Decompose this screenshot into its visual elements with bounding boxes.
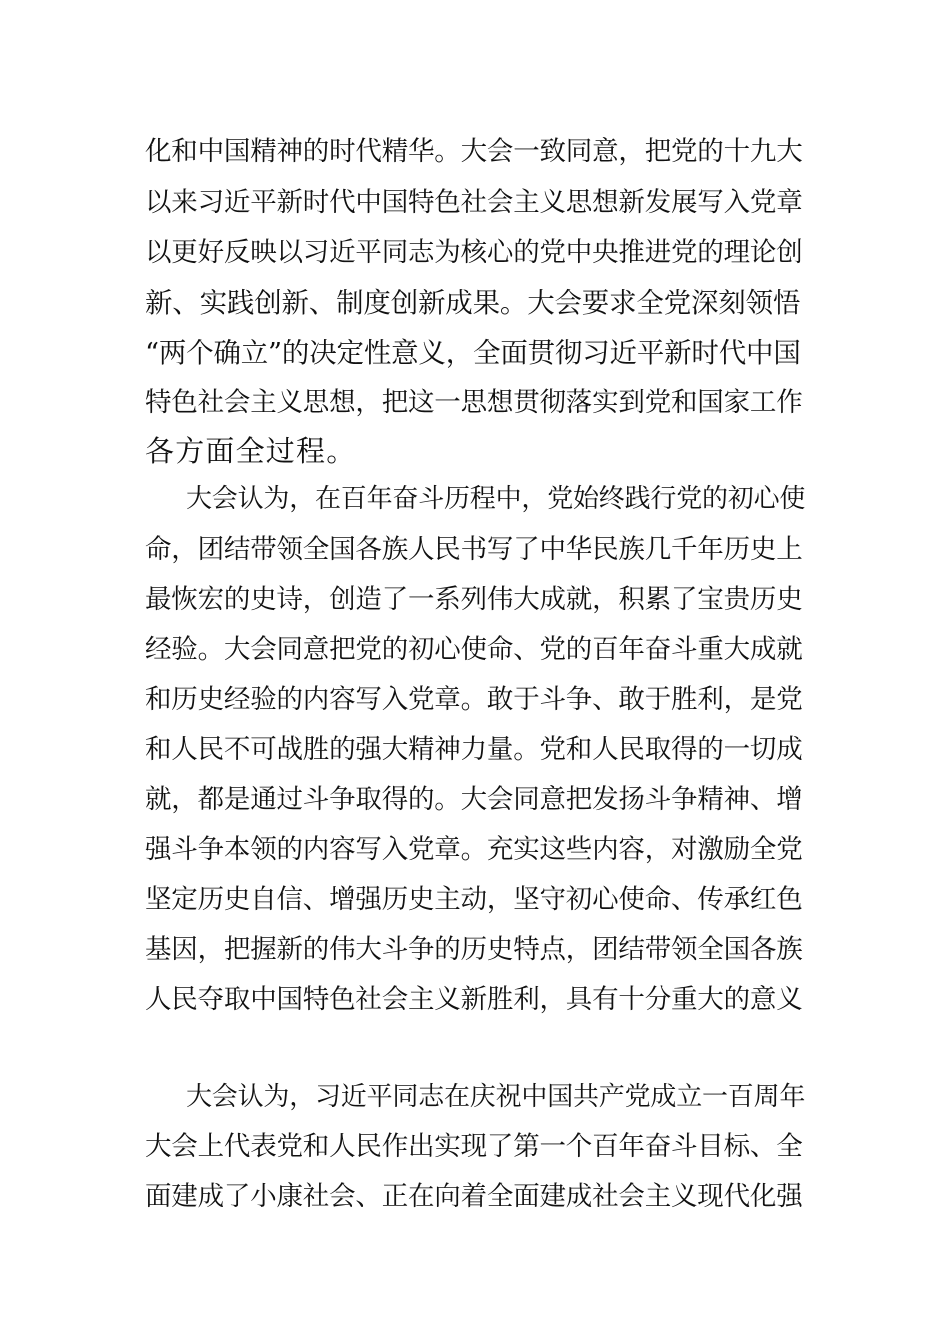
paragraph-2-line-11: 人民夺取中国特色社会主义新胜利，具有十分重大的意义 — [145, 984, 803, 1015]
paragraph-2-line-6: 和人民不可战胜的强大精神力量。党和人民取得的一切成 — [145, 734, 803, 765]
paragraph-2-line-10: 基因，把握新的伟大斗争的历史特点，团结带领全国各族 — [145, 934, 803, 965]
paragraph-1-line-3: 以更好反映以习近平同志为核心的党中央推进党的理论创 — [145, 237, 803, 268]
paragraph-1-line-2: 以来习近平新时代中国特色社会主义思想新发展写入党章 — [145, 187, 803, 218]
paragraph-2-line-4: 经验。大会同意把党的初心使命、党的百年奋斗重大成就 — [145, 634, 803, 665]
paragraph-3-line-2: 大会上代表党和人民作出实现了第一个百年奋斗目标、全 — [145, 1131, 803, 1162]
paragraph-2-line-9: 坚定历史自信、增强历史主动，坚守初心使命、传承红色 — [145, 884, 803, 915]
paragraph-2-line-3: 最恢宏的史诗，创造了一系列伟大成就，积累了宝贵历史 — [145, 584, 803, 615]
paragraph-1-line-6: 特色社会主义思想，把这一思想贯彻落实到党和国家工作 — [145, 387, 803, 418]
paragraph-1-line-5: “两个确立”的决定性意义，全面贯彻习近平新时代中国 — [145, 337, 801, 369]
paragraph-2-line-5: 和历史经验的内容写入党章。敢于斗争、敢于胜利，是党 — [145, 684, 803, 715]
paragraph-2-line-8: 强斗争本领的内容写入党章。充实这些内容，对激励全党 — [145, 834, 803, 865]
paragraph-2-line-1: 大会认为，在百年奋斗历程中，党始终践行党的初心使 — [186, 484, 806, 514]
paragraph-2-line-7: 就，都是通过斗争取得的。大会同意把发扬斗争精神、增 — [145, 784, 803, 815]
paragraph-2-line-2: 命，团结带领全国各族人民书写了中华民族几千年历史上 — [145, 534, 803, 565]
paragraph-1-line-4: 新、实践创新、制度创新成果。大会要求全党深刻领悟 — [145, 287, 801, 319]
paragraph-1-line-7: 各方面全过程。 — [145, 434, 357, 468]
paragraph-3-line-1: 大会认为，习近平同志在庆祝中国共产党成立一百周年 — [186, 1082, 806, 1112]
paragraph-1-line-1: 化和中国精神的时代精华。大会一致同意，把党的十九大 — [145, 136, 803, 167]
paragraph-3-line-3: 面建成了小康社会、正在向着全面建成社会主义现代化强 — [145, 1181, 803, 1212]
